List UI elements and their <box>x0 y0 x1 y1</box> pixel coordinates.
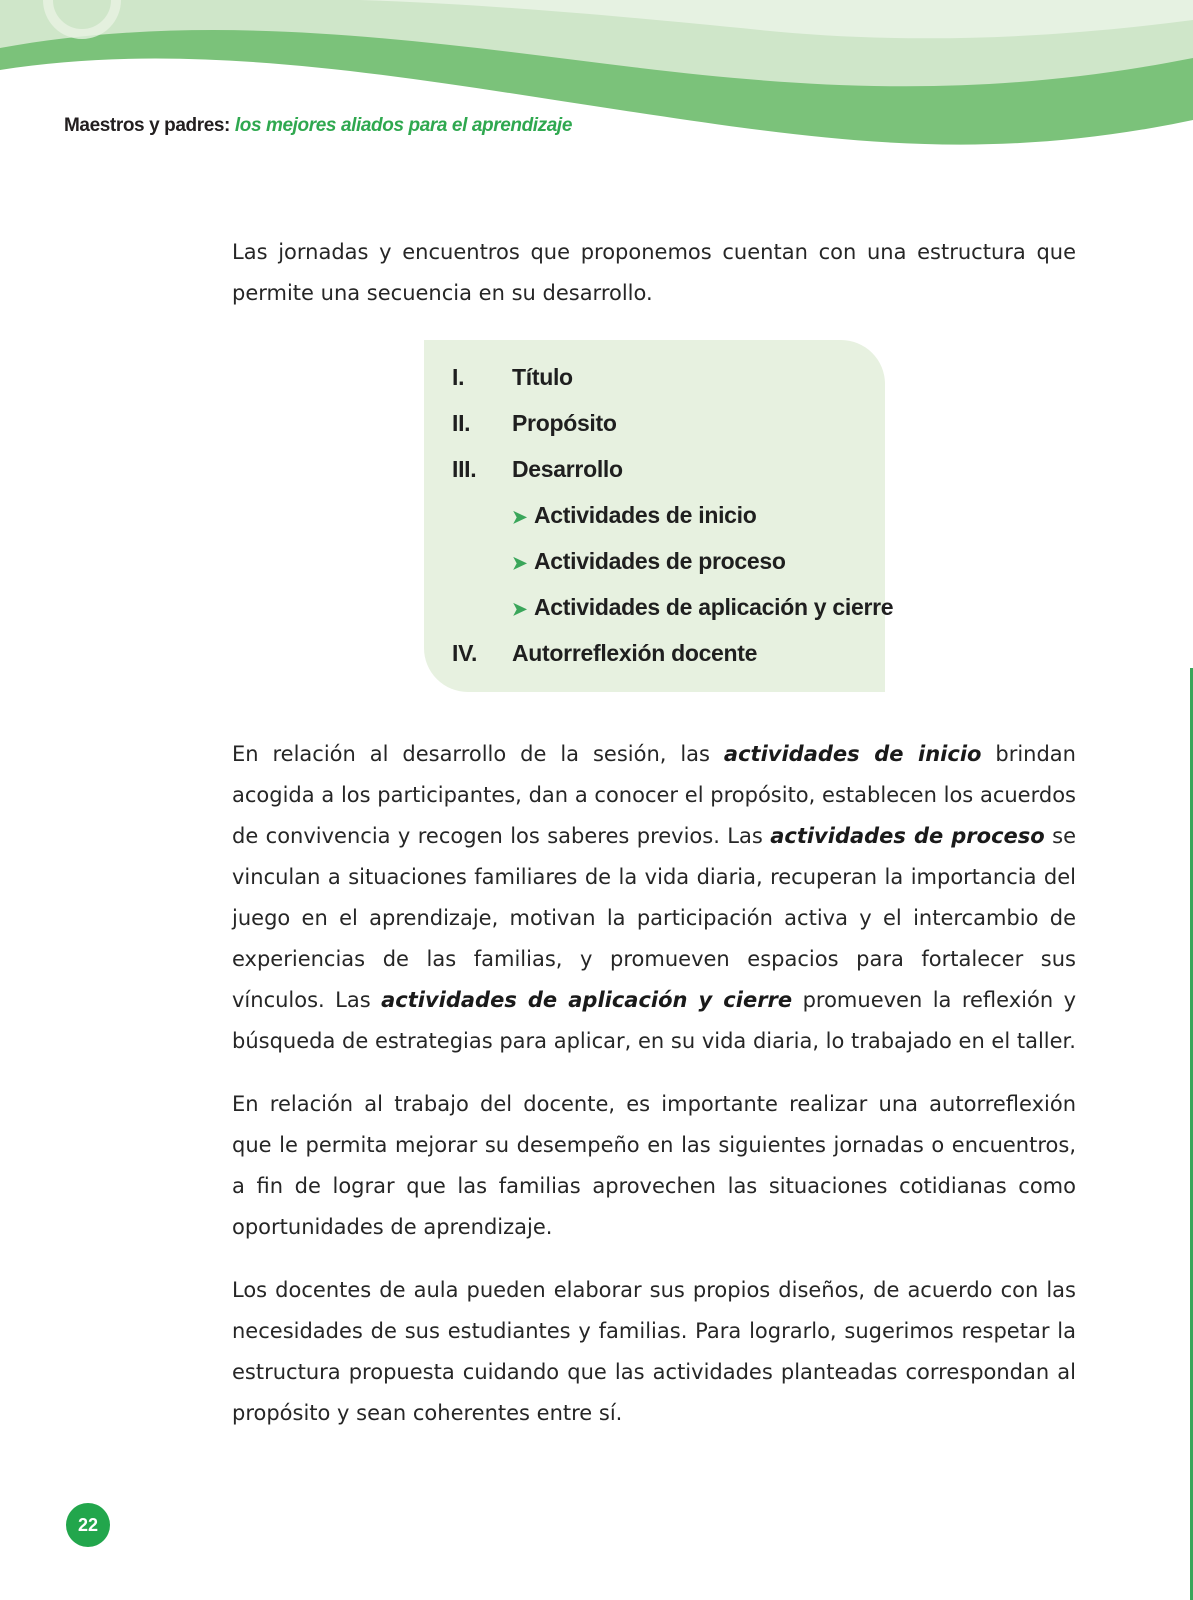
emphasis-proceso: actividades de proceso <box>770 824 1045 848</box>
outline-subitem-label: Actividades de proceso <box>534 548 786 574</box>
running-head <box>64 115 572 137</box>
arrow-right-icon: ➤ <box>512 507 527 527</box>
paragraph-text: En relación al desarrollo de la sesión, las <box>232 742 724 766</box>
teacher-paragraph: En relación al trabajo del docente, es importante realizar una autorreflexión que le permita mejorar su desempeño en las siguientes jornadas o encuentros, a fin de lograr que las familias aprovechen las situaciones cotidianas como oportunidades de aprendizaje. <box>232 1092 1076 1239</box>
outline-label: Propósito <box>512 410 617 436</box>
intro-paragraph: Las jornadas y encuentros que proponemos cuentan con una estructura que permite una secuencia en su desarrollo. <box>232 240 1076 305</box>
arrow-right-icon: ➤ <box>512 553 527 573</box>
paragraph-text: brindan acogida a los participantes, dan a conocer el propósito, establecen los acuerdos de convivencia y recogen los saberes previos. Las <box>232 742 1076 848</box>
paragraph-text: promueven la reflexión y búsqueda de estrategias para aplicar, en su vida diaria, lo trabajado en el taller. <box>232 988 1076 1053</box>
outline-label: Autorreflexión docente <box>512 640 758 666</box>
running-head-main: Maestros y padres: <box>64 115 230 136</box>
page-number-badge: 22 <box>66 1503 110 1547</box>
outline-numeral: II. <box>452 410 471 436</box>
outline-numeral: III. <box>452 456 477 482</box>
outline-label: Título <box>512 364 573 390</box>
outline-numeral: IV. <box>452 640 478 666</box>
design-paragraph: Los docentes de aula pueden elaborar sus propios diseños, de acuerdo con las necesidades de sus estudiantes y familias. Para lograrlo, sugerimos respetar la estructura propuesta cuidando que las actividades planteadas correspondan al propósito y sean coherentes entre sí. <box>232 1278 1076 1425</box>
arrow-right-icon: ➤ <box>512 599 527 619</box>
outline-subitem-label: Actividades de inicio <box>534 502 757 528</box>
development-paragraph <box>232 734 1076 1062</box>
emphasis-inicio: actividades de inicio <box>723 742 982 766</box>
emphasis-cierre: actividades de aplicación y cierre <box>381 988 793 1012</box>
outline-numeral: I. <box>452 364 465 390</box>
body-text <box>232 232 1076 1434</box>
outline-label: Desarrollo <box>512 456 623 482</box>
paragraph-text: se vinculan a situaciones familiares de la vida diaria, recuperan la importancia del juego en el aprendizaje, motivan la participación activa y el intercambio de experiencias de las familias, y promueven espacios para fortalecer sus vínculos. Las <box>232 824 1076 1012</box>
running-head-subtitle: los mejores aliados para el aprendizaje <box>234 115 572 136</box>
outline-subitem-label: Actividades de aplicación y cierre <box>534 594 894 620</box>
